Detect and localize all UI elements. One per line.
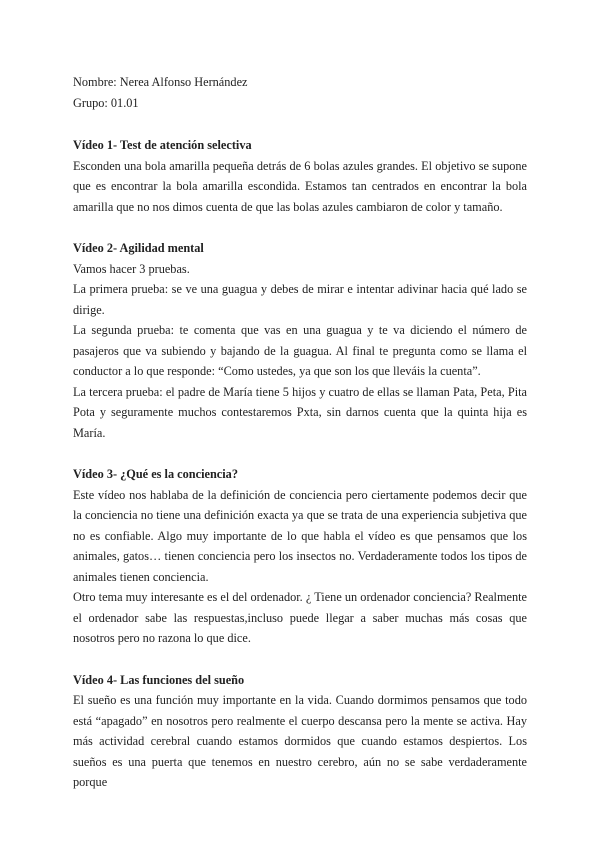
paragraph: El sueño es una función muy importante en la vida. Cuando dormimos pensamos que todo está “apagado” en nosotros pero realmente el cuerpo descansa pero la mente se activa. Hay más actividad cerebral cuando estamos dormidos que cuando estamos despiertos. Los sueños es una puerta que tenemos en nuestro cerebro, aún no se sabe verdaderamente porque xyxy=(73,693,527,789)
paragraph: La segunda prueba: te comenta que vas en una guagua y te va diciendo el número de pasajeros que va subiendo y bajando de la guagua. Al final te pregunta como se llama el conductor a lo que responde: “Como ustedes, ya que son los que lleváis la cuenta”. xyxy=(73,323,527,378)
student-name: Nombre: Nerea Alfonso Hernández xyxy=(73,75,248,89)
paragraph: Este vídeo nos hablaba de la definición de conciencia pero ciertamente podemos decir que la conciencia no tiene una definición exacta ya que se trata de una experiencia subjetiva que no es confiable. Algo muy importante de lo que habla el vídeo es que pensamos que los animales, gatos… tienen conciencia pero los insectos no. Verdaderamente todos los tipos de animales tienen conciencia. xyxy=(73,487,527,584)
student-group: Grupo: 01.01 xyxy=(73,95,139,110)
paragraph: La tercera prueba: el padre de María tiene 5 hijos y cuatro de ellas se llaman Pata, Peta, Pita Pota y seguramente muchos contestaremos Pxta, sin darnos cuenta que la quinta hija es María. xyxy=(73,384,527,440)
section-video-4 xyxy=(73,670,527,793)
section-title: Vídeo 2- Agilidad mental xyxy=(73,241,204,255)
paragraph: Esconden una bola amarilla pequeña detrás de 6 bolas azules grandes. El objetivo se supone que es encontrar la bola amarilla escondida. Estamos tan centrados en encontrar la bola amarilla que no nos dimos cuenta de que las bolas azules cambiaron de color y tamaño. xyxy=(73,158,527,214)
paragraph: Vamos hacer 3 pruebas. xyxy=(73,261,190,276)
section-title: Vídeo 4- Las funciones del sueño xyxy=(73,672,245,687)
paragraph: La primera prueba: se ve una guagua y debes de mirar e intentar adivinar hacia qué lado se dirige. xyxy=(73,282,527,317)
section-video-3 xyxy=(73,464,527,649)
paragraph: Otro tema muy interesante es el del ordenador. ¿ Tiene un ordenador conciencia? Realmente el ordenador sabe las respuestas,incluso puede llegar a saber muchas más cosas que nosotros pero no razona lo que dice. xyxy=(73,590,527,645)
document-page xyxy=(73,72,527,814)
section-title: Vídeo 1- Test de atención selectiva xyxy=(73,138,252,152)
section-video-1 xyxy=(73,135,527,217)
section-video-2 xyxy=(73,238,527,443)
section-title: Vídeo 3- ¿Qué es la conciencia? xyxy=(73,467,238,481)
student-info xyxy=(73,72,527,113)
